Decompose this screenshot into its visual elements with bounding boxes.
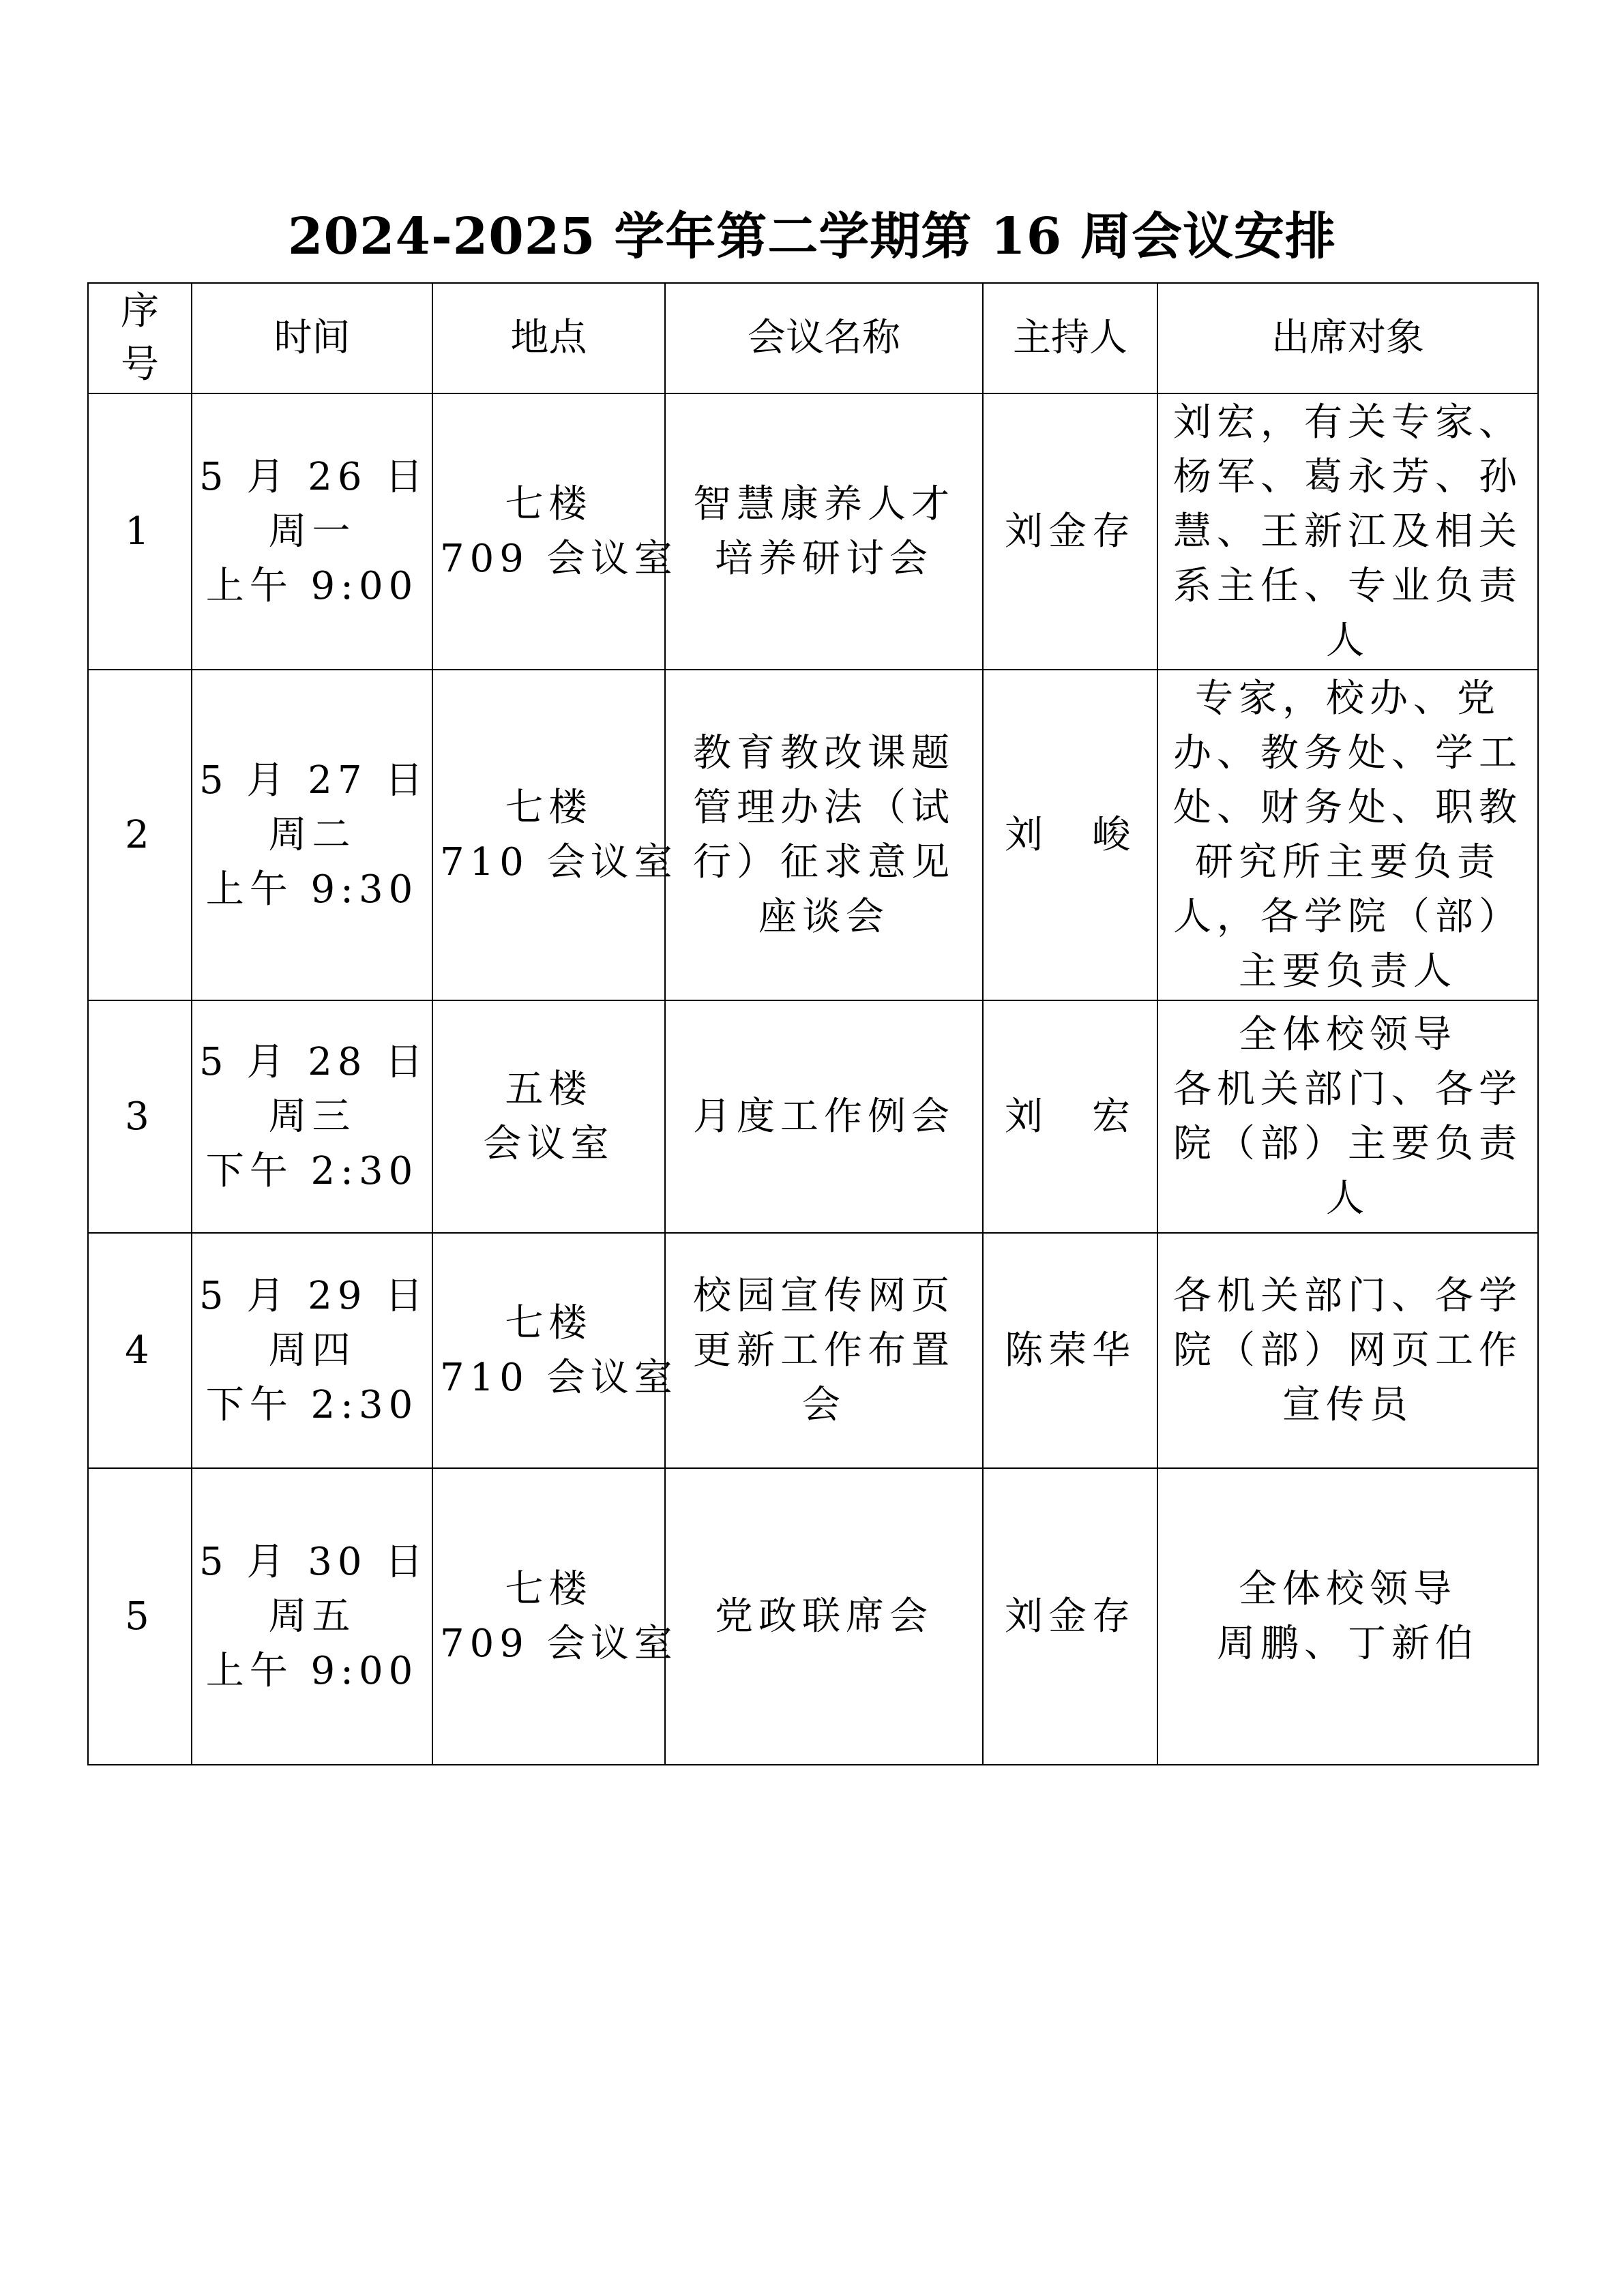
- attendees-line: 全体校领导: [1239, 1012, 1457, 1057]
- location-floor: 七楼: [505, 481, 593, 526]
- table-header-row: [88, 283, 1538, 393]
- row-number: 2: [88, 670, 192, 1000]
- header-no: 序号: [88, 283, 192, 393]
- header-attendees: 出席对象: [1157, 283, 1538, 393]
- location-room: 709 会议室: [440, 536, 678, 581]
- attendees-cell: [1157, 1233, 1538, 1468]
- host-cell: 刘 峻: [983, 670, 1157, 1000]
- attendees-cell: [1157, 1000, 1538, 1233]
- table-row: [88, 1468, 1538, 1765]
- attendees-line: 周鹏、丁新伯: [1217, 1621, 1479, 1666]
- attendees-cell: [1157, 1468, 1538, 1765]
- location-room: 710 会议室: [440, 1355, 678, 1400]
- meeting-name: 校园宣传网页更新工作布置会: [693, 1273, 955, 1427]
- table-row: [88, 1000, 1538, 1233]
- location-cell: [432, 393, 678, 670]
- row-number: 5: [88, 1468, 192, 1765]
- location-room: 709 会议室: [440, 1621, 678, 1666]
- time: 下午 2:30: [205, 1382, 419, 1427]
- attendees-line: 全体校领导: [1239, 1566, 1457, 1611]
- table-row: [88, 670, 1538, 1000]
- time-cell: [192, 393, 432, 670]
- date: 5 月 30 日: [199, 1539, 429, 1584]
- meeting-name: 月度工作例会: [693, 1094, 955, 1139]
- row-number: 1: [88, 393, 192, 670]
- meeting-schedule-table: [87, 282, 1539, 1765]
- location-room: 710 会议室: [440, 839, 678, 884]
- location-cell: [432, 670, 678, 1000]
- time-cell: [192, 670, 432, 1000]
- host-cell: 刘 宏: [983, 1000, 1157, 1233]
- weekday: 周五: [268, 1594, 356, 1639]
- attendees-cell: [1157, 393, 1538, 670]
- time-cell: [192, 1233, 432, 1468]
- time: 上午 9:30: [205, 867, 419, 912]
- weekday: 周一: [268, 509, 356, 554]
- attendees: 刘宏，有关专家、杨军、葛永芳、孙慧、王新江及相关系主任、专业负责人: [1173, 400, 1522, 663]
- row-number: 3: [88, 1000, 192, 1233]
- time: 上午 9:00: [205, 563, 419, 608]
- meeting-name-cell: [665, 393, 983, 670]
- attendees: 专家，校办、党办、教务处、学工处、财务处、职教研究所主要负责人，各学院（部）主要负责人: [1173, 676, 1522, 994]
- date: 5 月 29 日: [199, 1273, 429, 1318]
- location-floor: 七楼: [505, 1300, 593, 1345]
- header-host: 主持人: [983, 283, 1157, 393]
- location-room: 会议室: [483, 1121, 615, 1166]
- date: 5 月 26 日: [199, 454, 429, 499]
- meeting-name-cell: [665, 1233, 983, 1468]
- host-cell: 刘金存: [983, 1468, 1157, 1765]
- header-meeting: 会议名称: [665, 283, 983, 393]
- meeting-name: 教育教改课题管理办法（试行）征求意见座谈会: [693, 730, 955, 939]
- date: 5 月 28 日: [199, 1039, 429, 1084]
- time-cell: [192, 1000, 432, 1233]
- row-number: 4: [88, 1233, 192, 1468]
- meeting-name-cell: [665, 670, 983, 1000]
- location-floor: 七楼: [505, 785, 593, 830]
- location-cell: [432, 1000, 665, 1233]
- header-time: 时间: [192, 283, 432, 393]
- time: 下午 2:30: [205, 1148, 419, 1193]
- time: 上午 9:00: [205, 1648, 419, 1693]
- page-title: 2024-2025 学年第二学期第 16 周会议安排: [288, 207, 1336, 266]
- time-cell: [192, 1468, 432, 1765]
- meeting-name: 智慧康养人才培养研讨会: [693, 481, 955, 581]
- weekday: 周二: [268, 812, 356, 857]
- meeting-name-cell: [665, 1000, 983, 1233]
- date: 5 月 27 日: [199, 758, 429, 803]
- attendees-cell: [1157, 670, 1538, 1000]
- location-floor: 七楼: [505, 1566, 593, 1611]
- attendees: 各机关部门、各学院（部）主要负责人: [1173, 1067, 1522, 1221]
- table-row: [88, 393, 1538, 670]
- weekday: 周四: [268, 1328, 356, 1373]
- header-location: 地点: [432, 283, 665, 393]
- table-row: [88, 1233, 1538, 1468]
- weekday: 周三: [268, 1094, 356, 1139]
- location-cell: [432, 1233, 678, 1468]
- meeting-name: 党政联席会: [715, 1594, 933, 1639]
- attendees: 各机关部门、各学院（部）网页工作宣传员: [1173, 1273, 1522, 1427]
- location-floor: 五楼: [505, 1067, 593, 1112]
- location-cell: [432, 1468, 678, 1765]
- meeting-name-cell: [665, 1468, 983, 1765]
- host-cell: 陈荣华: [983, 1233, 1157, 1468]
- host-cell: 刘金存: [983, 393, 1157, 670]
